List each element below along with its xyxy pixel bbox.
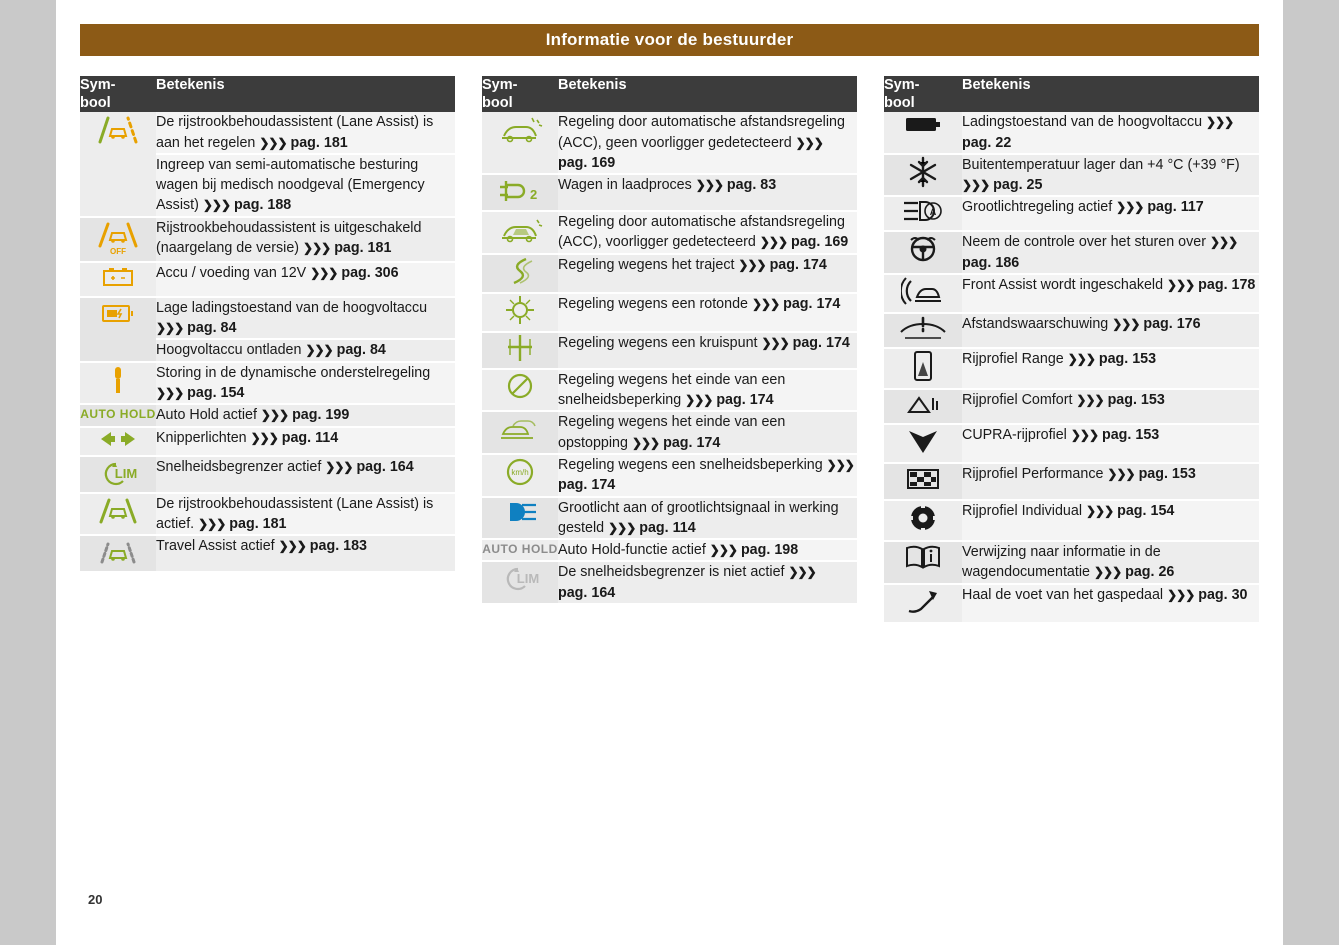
page-ref: pag. 186	[962, 254, 1020, 271]
meaning-cell	[962, 313, 1259, 348]
table-row	[80, 297, 455, 340]
meaning-cell	[962, 154, 1259, 197]
meaning-text: Rijstrookbehoudassistent is uitgeschakeld (naargelang de versie)	[156, 219, 422, 257]
auto-hold-label: AUTO HOLD	[482, 542, 558, 557]
svg-text:LIM: LIM	[114, 465, 138, 481]
speed-limit-kmh-icon	[482, 454, 558, 497]
meaning-text: Auto Hold actief	[156, 407, 261, 424]
table-row	[884, 196, 1259, 231]
arrow-icon: ❯❯❯	[1067, 352, 1095, 367]
page-ref: pag. 114	[639, 519, 696, 536]
page-ref: pag. 164	[558, 584, 616, 601]
table-row	[80, 456, 455, 493]
meaning-cell	[156, 362, 455, 405]
meaning-text: Snelheidsbegrenzer actief	[156, 458, 326, 475]
meaning-cell	[156, 297, 455, 340]
table-row	[884, 348, 1259, 389]
arrow-icon: ❯❯❯	[1107, 467, 1135, 482]
profile-individual-icon	[884, 500, 962, 541]
symbol-column-1	[80, 76, 455, 624]
front-assist-icon	[884, 274, 962, 313]
table-row	[482, 254, 857, 293]
table-row	[482, 561, 857, 604]
lift-foot-pedal-icon	[884, 584, 962, 623]
manual-page	[56, 0, 1283, 945]
end-speed-limit-icon	[482, 369, 558, 412]
meaning-text: Knipperlichten	[156, 429, 251, 446]
table-row	[884, 424, 1259, 463]
svg-text:km/h: km/h	[511, 467, 529, 477]
meaning-text: Regeling door automatische afstandsregeling (ACC), voorligger gedetecteerd	[558, 214, 845, 251]
page-header-bar	[80, 24, 1259, 56]
meaning-text: Grootlichtregeling actief	[962, 199, 1117, 216]
arrow-icon: ❯❯❯	[685, 393, 713, 408]
arrow-icon: ❯❯❯	[709, 543, 737, 558]
meaning-cell	[156, 112, 455, 154]
table-row	[482, 293, 857, 332]
meaning-text: Neem de controle over het sturen over	[962, 234, 1210, 251]
meaning-cell	[156, 154, 455, 217]
table-row	[884, 389, 1259, 424]
svg-text:LIM: LIM	[516, 571, 540, 587]
page-ref: pag. 174	[783, 295, 841, 312]
table-row	[80, 535, 455, 572]
column-header-meaning: Betekenis	[558, 76, 857, 112]
meaning-cell	[962, 389, 1259, 424]
lane-assist-active-icon	[80, 112, 156, 216]
page-ref: pag. 198	[740, 542, 799, 559]
meaning-text: Ingreep van semi-automatische besturing wagen bij medisch noodgeval (Emergency Assist)	[156, 156, 425, 214]
page-ref: pag. 169	[791, 234, 849, 251]
column-header-symbol: Sym- bool	[482, 76, 558, 112]
page-ref: pag. 154	[1117, 503, 1175, 520]
svg-text:A: A	[929, 207, 937, 218]
auto-hold-text-gray-icon	[482, 539, 558, 561]
take-over-steering-icon	[884, 231, 962, 274]
table-row	[482, 411, 857, 454]
arrow-icon: ❯❯❯	[278, 539, 306, 554]
arrow-icon: ❯❯❯	[738, 257, 766, 272]
charging-icon	[482, 174, 558, 211]
roundabout-icon	[482, 293, 558, 332]
symbol-table-1	[80, 76, 455, 573]
page-ref: pag. 164	[356, 458, 414, 475]
symbol-column-2	[482, 76, 857, 624]
column-header-meaning: Betekenis	[962, 76, 1259, 112]
intersection-icon	[482, 332, 558, 369]
table-header-row	[884, 76, 1259, 112]
meaning-text: Verwijzing naar informatie in de wagendocumentatie	[962, 544, 1161, 581]
table-row	[80, 493, 455, 536]
meaning-text: Regeling wegens het einde van een opstopping	[558, 414, 786, 451]
meaning-cell	[558, 539, 857, 561]
turn-signal-icon	[80, 427, 156, 456]
meaning-cell	[558, 112, 857, 174]
meaning-text: Storing in de dynamische onderstelregeling	[156, 364, 431, 381]
table-row	[482, 539, 857, 561]
meaning-text: Ladingstoestand van de hoogvoltaccu	[962, 114, 1207, 131]
page-ref: pag. 153	[1102, 427, 1160, 444]
page-ref: pag. 153	[1138, 466, 1196, 483]
meaning-text: Regeling wegens een snelheidsbeperking	[558, 456, 827, 473]
meaning-cell	[962, 112, 1259, 154]
meaning-cell	[962, 463, 1259, 500]
arrow-icon: ❯❯❯	[305, 343, 333, 358]
meaning-cell	[558, 332, 857, 369]
symbol-column-3	[884, 76, 1259, 624]
table-row	[482, 332, 857, 369]
meaning-cell	[962, 500, 1259, 541]
page-ref: pag. 181	[334, 240, 392, 257]
meaning-text: Front Assist wordt ingeschakeld	[962, 277, 1168, 294]
page-ref: pag. 183	[309, 538, 367, 555]
shock-absorber-icon	[80, 362, 156, 405]
auto-hold-label: AUTO HOLD	[80, 407, 156, 422]
meaning-cell	[156, 493, 455, 536]
meaning-text: Buitentemperatuur lager dan +4 °C (+39 °F)	[962, 156, 1240, 173]
table-row	[884, 500, 1259, 541]
meaning-cell	[558, 497, 857, 540]
meaning-text: Haal de voet van het gaspedaal	[962, 586, 1168, 603]
lane-assist-active-green-icon	[80, 493, 156, 536]
meaning-text: Grootlicht aan of grootlichtsignaal in werking gesteld	[558, 499, 839, 536]
battery-12v-icon	[80, 262, 156, 297]
meaning-cell	[558, 254, 857, 293]
svg-text:2: 2	[530, 187, 538, 203]
svg-text:OFF: OFF	[110, 246, 126, 256]
symbol-table-3	[884, 76, 1259, 624]
meaning-cell	[558, 369, 857, 412]
auto-hold-text-icon	[80, 404, 156, 426]
profile-comfort-icon	[884, 389, 962, 424]
meaning-text: Rijprofiel Range	[962, 351, 1068, 368]
meaning-cell	[156, 217, 455, 262]
table-row	[884, 274, 1259, 313]
page-ref: pag. 174	[558, 477, 616, 494]
meaning-text: De rijstrookbehoudassistent (Lane Assist) is actief.	[156, 495, 434, 532]
high-voltage-battery-low-icon	[80, 297, 156, 362]
meaning-text: Regeling wegens het einde van een snelheidsbeperking	[558, 371, 786, 409]
page-ref: pag. 153	[1107, 392, 1165, 409]
meaning-cell	[558, 561, 857, 604]
arrow-icon: ❯❯❯	[759, 235, 788, 250]
profile-performance-icon	[884, 463, 962, 500]
arrow-icon: ❯❯❯	[250, 430, 278, 445]
arrow-icon: ❯❯❯	[962, 178, 990, 193]
page-ref: pag. 26	[1125, 564, 1175, 581]
page-ref: pag. 154	[187, 384, 245, 401]
meaning-text: Lage ladingstoestand van de hoogvoltaccu	[156, 299, 428, 316]
page-ref: pag. 181	[290, 134, 348, 151]
arrow-icon: ❯❯❯	[695, 178, 723, 193]
page-title: Informatie voor de bestuurder	[545, 30, 794, 49]
column-header-meaning: Betekenis	[156, 76, 455, 112]
table-row	[80, 427, 455, 456]
arrow-icon: ❯❯❯	[608, 520, 636, 535]
meaning-text: Wagen in laadproces	[558, 177, 696, 194]
arrow-icon: ❯❯❯	[303, 241, 331, 256]
arrow-icon: ❯❯❯	[631, 435, 660, 450]
page-ref: pag. 117	[1147, 199, 1204, 216]
meaning-cell	[558, 211, 857, 254]
page-ref: pag. 199	[292, 407, 350, 424]
arrow-icon: ❯❯❯	[1209, 235, 1238, 250]
arrow-icon: ❯❯❯	[156, 321, 184, 336]
arrow-icon: ❯❯❯	[325, 459, 353, 474]
meaning-text: Travel Assist actief	[156, 538, 279, 555]
arrow-icon: ❯❯❯	[1206, 115, 1234, 130]
meaning-text: CUPRA-rijprofiel	[962, 427, 1071, 444]
table-header-row	[80, 76, 455, 112]
acc-no-vehicle-icon	[482, 112, 558, 174]
lane-assist-off-icon	[80, 217, 156, 262]
arrow-icon: ❯❯❯	[1085, 504, 1114, 519]
meaning-cell	[156, 339, 455, 361]
meaning-cell	[558, 454, 857, 497]
traffic-jam-end-icon	[482, 411, 558, 454]
arrow-icon: ❯❯❯	[1167, 587, 1195, 602]
page-ref: pag. 153	[1098, 351, 1157, 368]
table-row	[482, 454, 857, 497]
auto-high-beam-icon	[884, 196, 962, 231]
meaning-text: Auto Hold-functie actief	[558, 542, 710, 559]
meaning-cell	[558, 411, 857, 454]
manual-book-icon	[884, 541, 962, 584]
table-row	[884, 154, 1259, 197]
meaning-text: De rijstrookbehoudassistent (Lane Assist) is aan het regelen	[156, 114, 434, 151]
meaning-cell	[558, 293, 857, 332]
table-row	[884, 584, 1259, 623]
symbol-columns	[80, 76, 1259, 624]
table-row	[80, 362, 455, 405]
meaning-cell	[962, 274, 1259, 313]
arrow-icon: ❯❯❯	[1093, 565, 1122, 580]
meaning-text: Accu / voeding van 12V	[156, 264, 311, 281]
table-row	[482, 112, 857, 174]
meaning-cell	[962, 348, 1259, 389]
page-ref: pag. 84	[336, 342, 386, 359]
page-ref: pag. 306	[341, 264, 399, 281]
page-ref: pag. 84	[187, 320, 237, 337]
distance-warning-icon	[884, 313, 962, 348]
table-row	[482, 497, 857, 540]
meaning-text: Regeling wegens een kruispunt	[558, 334, 762, 351]
battery-charge-state-icon	[884, 112, 962, 154]
page-ref: pag. 174	[716, 392, 774, 409]
table-header-row	[482, 76, 857, 112]
table-row	[884, 112, 1259, 154]
table-row	[482, 211, 857, 254]
page-ref: pag. 176	[1143, 316, 1201, 333]
arrow-icon: ❯❯❯	[1167, 278, 1195, 293]
acc-vehicle-detected-icon	[482, 211, 558, 254]
table-row	[80, 404, 455, 426]
arrow-icon: ❯❯❯	[788, 565, 816, 580]
meaning-text: Hoogvoltaccu ontladen	[156, 342, 306, 359]
arrow-icon: ❯❯❯	[1070, 428, 1099, 443]
arrow-icon: ❯❯❯	[156, 385, 184, 400]
table-row	[884, 463, 1259, 500]
arrow-icon: ❯❯❯	[260, 408, 289, 423]
arrow-icon: ❯❯❯	[826, 457, 854, 472]
page-ref: pag. 169	[558, 154, 616, 171]
speed-limiter-icon	[80, 456, 156, 493]
snowflake-icon	[884, 154, 962, 197]
page-ref: pag. 174	[769, 256, 827, 273]
page-ref: pag. 83	[726, 177, 777, 194]
meaning-text: Regeling wegens het traject	[558, 256, 739, 273]
arrow-icon: ❯❯❯	[761, 335, 789, 350]
meaning-cell	[962, 541, 1259, 584]
meaning-cell	[156, 535, 455, 572]
speed-limiter-inactive-icon	[482, 561, 558, 604]
meaning-text: Regeling wegens een rotonde	[558, 295, 752, 312]
meaning-text: De snelheidsbegrenzer is niet actief	[558, 564, 789, 581]
page-ref: pag. 30	[1198, 586, 1248, 603]
meaning-cell	[156, 404, 455, 426]
meaning-cell	[558, 174, 857, 211]
meaning-text: Afstandswaarschuwing	[962, 316, 1113, 333]
meaning-cell	[156, 262, 455, 297]
table-row	[884, 231, 1259, 274]
table-row	[80, 112, 455, 154]
meaning-cell	[962, 196, 1259, 231]
page-ref: pag. 25	[993, 177, 1043, 194]
arrow-icon: ❯❯❯	[751, 296, 780, 311]
meaning-cell	[156, 456, 455, 493]
arrow-icon: ❯❯❯	[795, 135, 823, 150]
travel-assist-icon	[80, 535, 156, 572]
arrow-icon: ❯❯❯	[202, 198, 231, 213]
arrow-icon: ❯❯❯	[1076, 393, 1104, 408]
page-number: 20	[88, 892, 103, 907]
table-row	[80, 262, 455, 297]
arrow-icon: ❯❯❯	[1116, 200, 1144, 215]
page-ref: pag. 174	[792, 334, 850, 351]
page-ref: pag. 22	[962, 134, 1012, 151]
table-row	[80, 217, 455, 262]
column-header-symbol: Sym- bool	[884, 76, 962, 112]
symbol-table-2	[482, 76, 857, 605]
table-row	[482, 174, 857, 211]
profile-range-icon	[884, 348, 962, 389]
meaning-text: Regeling door automatische afstandsregeling (ACC), geen voorligger gedetecteerd	[558, 114, 845, 151]
meaning-cell	[962, 424, 1259, 463]
page-ref: pag. 178	[1198, 277, 1256, 294]
arrow-icon: ❯❯❯	[310, 265, 338, 280]
high-beam-icon	[482, 497, 558, 540]
table-row	[884, 313, 1259, 348]
page-ref: pag. 114	[281, 429, 339, 446]
arrow-icon: ❯❯❯	[1112, 317, 1140, 332]
meaning-text: Rijprofiel Performance	[962, 466, 1108, 483]
page-ref: pag. 181	[229, 515, 287, 532]
meaning-text: Rijprofiel Comfort	[962, 392, 1077, 409]
cupra-profile-icon	[884, 424, 962, 463]
table-row	[884, 541, 1259, 584]
arrow-icon: ❯❯❯	[259, 135, 287, 150]
meaning-cell	[156, 427, 455, 456]
table-row	[482, 369, 857, 412]
page-ref: pag. 188	[234, 197, 292, 214]
curve-icon	[482, 254, 558, 293]
meaning-cell	[962, 584, 1259, 623]
meaning-cell	[962, 231, 1259, 274]
page-ref: pag. 174	[663, 434, 721, 451]
arrow-icon: ❯❯❯	[198, 516, 226, 531]
column-header-symbol: Sym- bool	[80, 76, 156, 112]
meaning-text: Rijprofiel Individual	[962, 503, 1086, 520]
